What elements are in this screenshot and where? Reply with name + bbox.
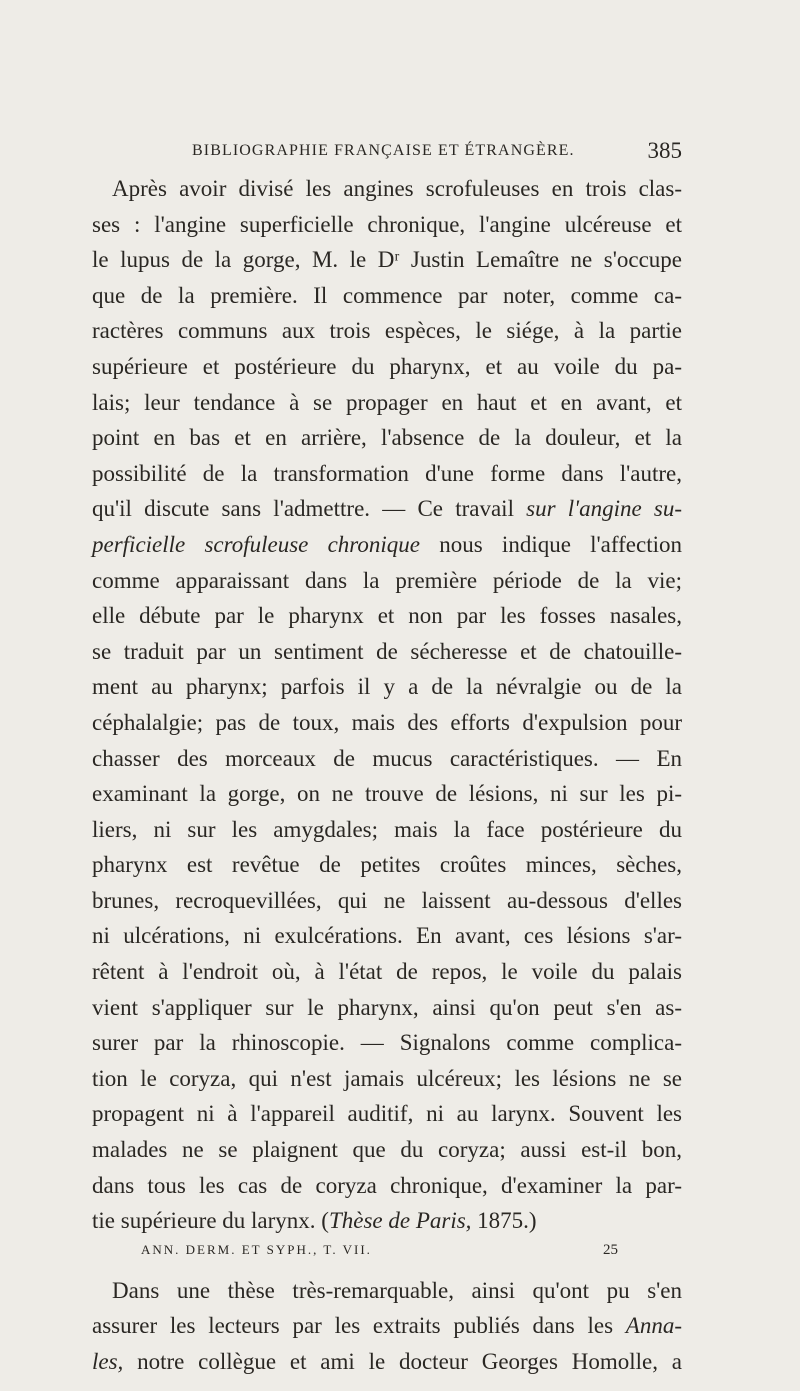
text-line: possibilité de la transformation d'une forme dans l'autre,: [92, 460, 682, 486]
text-line: ment au pharynx; parfois il y a de la névralgie ou de la: [92, 674, 682, 700]
text-line: que de la première. Il commence par noter, comme ca-: [92, 282, 682, 308]
text-line: ractères communs aux trois espèces, le siége, à la partie: [92, 318, 682, 344]
paragraph: [92, 171, 682, 1239]
text-line: surer par la rhinoscopie. — Signalons comme complica-: [92, 1030, 682, 1056]
text-line: elle débute par le pharynx et non par les fosses nasales,: [92, 603, 682, 629]
running-head: BIBLIOGRAPHIE FRANÇAISE ET ÉTRANGÈRE.: [192, 142, 575, 159]
text-line: point en bas et en arrière, l'absence de la douleur, et la: [92, 425, 682, 451]
text-line: liers, ni sur les amygdales; mais la face postérieure du: [92, 816, 682, 842]
text-line: lais; leur tendance à se propager en haut et en avant, et: [92, 389, 682, 415]
paragraph: [92, 1273, 682, 1380]
text-line: assurer les lecteurs par les extraits publiés dans les Anna-: [92, 1313, 682, 1339]
text-line: dans tous les cas de coryza chronique, d'examiner la par-: [92, 1172, 682, 1198]
text-line: ni ulcérations, ni exulcérations. En avant, ces lésions s'ar-: [92, 923, 682, 949]
text-line: examinant la gorge, on ne trouve de lésions, ni sur les pi-: [92, 781, 682, 807]
sheet-number: 25: [603, 1242, 618, 1258]
text-line: pharynx est revêtue de petites croûtes minces, sèches,: [92, 852, 682, 878]
text-line: chasser des morceaux de mucus caractéristiques. — En: [92, 745, 682, 771]
text-line: ses : l'angine superficielle chronique, l'angine ulcéreuse et: [92, 211, 682, 237]
text-line: perficielle scrofuleuse chronique nous indique l'affection: [92, 531, 682, 557]
text-line: comme apparaissant dans la première période de la vie;: [92, 567, 682, 593]
text-line: tie supérieure du larynx. (Thèse de Paris, 1875.): [92, 1208, 537, 1234]
text-line: supérieure et postérieure du pharynx, et au voile du pa-: [92, 353, 682, 379]
text-line: Dans une thèse très-remarquable, ainsi qu'ont pu s'en: [112, 1277, 682, 1303]
text-line: céphalalgie; pas de toux, mais des efforts d'expulsion pour: [92, 709, 682, 735]
text-line: brunes, recroquevillées, qui ne laissent au-dessous d'elles: [92, 887, 682, 913]
text-line: propagent ni à l'appareil auditif, ni au larynx. Souvent les: [92, 1101, 682, 1127]
text-line: vient s'appliquer sur le pharynx, ainsi qu'on peut s'en as-: [92, 994, 682, 1020]
text-line: le lupus de la gorge, M. le Dʳ Justin Lemaître ne s'occupe: [92, 247, 682, 273]
page-number: 385: [647, 138, 682, 163]
text-line: les, notre collègue et ami le docteur Georges Homolle, a: [92, 1349, 682, 1374]
signature-mark: ANN. DERM. ET SYPH., T. VII.: [141, 1242, 372, 1257]
text-line: malades ne se plaignent que du coryza; aussi est-il bon,: [92, 1137, 682, 1163]
page-header: [92, 138, 682, 168]
text-line: qu'il discute sans l'admettre. — Ce travail sur l'angine su-: [92, 496, 683, 522]
text-line: rêtent à l'endroit où, à l'état de repos, le voile du palais: [92, 959, 682, 985]
text-line: se traduit par un sentiment de sécheresse et de chatouille-: [92, 638, 682, 664]
text-line: Après avoir divisé les angines scrofuleuses en trois clas-: [112, 176, 682, 201]
text-line: tion le coryza, qui n'est jamais ulcéreux; les lésions ne se: [92, 1065, 682, 1091]
page-footer: [92, 1242, 682, 1266]
body-text: [92, 171, 682, 1380]
